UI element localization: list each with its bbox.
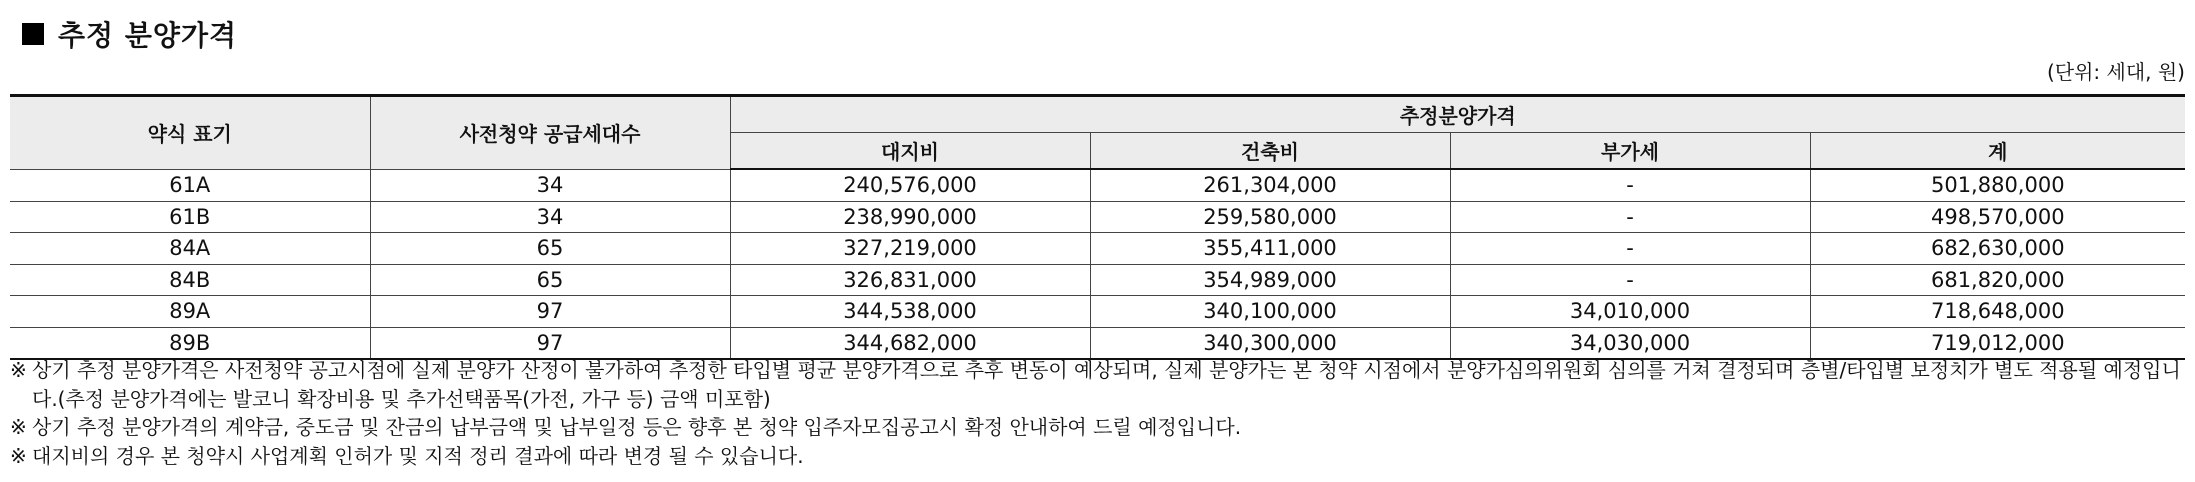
cell-total: 682,630,000 [1810,233,2185,265]
cell-units: 34 [370,201,730,233]
cell-land: 238,990,000 [730,201,1090,233]
table-row [10,201,2185,233]
table-header-row [10,96,2185,133]
cell-type: 84A [10,233,370,265]
table-row [10,169,2185,201]
cell-units: 65 [370,264,730,296]
note-text: 대지비의 경우 본 청약시 사업계획 인허가 및 지적 정리 결과에 따라 변경 될 수 있습니다. [32,443,804,468]
cell-total: 498,570,000 [1810,201,2185,233]
section-title-text: 추정 분양가격 [58,19,238,52]
cell-land: 326,831,000 [730,264,1090,296]
cell-type: 89A [10,296,370,328]
cell-type: 61A [10,169,370,201]
header-vat: 부가세 [1450,133,1810,170]
cell-total: 718,648,000 [1810,296,2185,328]
cell-building: 340,100,000 [1090,296,1450,328]
section-title [22,14,237,54]
cell-vat: 34,030,000 [1450,327,1810,359]
cell-total: 501,880,000 [1810,169,2185,201]
header-total: 계 [1810,133,2185,170]
table-row [10,327,2185,359]
unit-note: (단위: 세대, 원) [2046,60,2185,84]
note-text: 상기 추정 분양가격의 계약금, 중도금 및 잔금의 납부금액 및 납부일정 등은 향후 본 청약 입주자모집공고시 확정 안내하여 드릴 예정입니다. [32,415,1242,439]
cell-units: 65 [370,233,730,265]
cell-type: 84B [10,264,370,296]
cell-building: 261,304,000 [1090,169,1450,201]
cell-land: 344,538,000 [730,296,1090,328]
cell-total: 719,012,000 [1810,327,2185,359]
cell-total: 681,820,000 [1810,264,2185,296]
header-type: 약식 표기 [10,96,370,170]
header-land: 대지비 [730,133,1090,170]
header-units: 사전청약 공급세대수 [370,96,730,170]
price-table [10,94,2185,360]
footnote [10,413,2185,442]
note-mark: ※ [10,358,27,382]
table-row [10,264,2185,296]
cell-units: 97 [370,296,730,328]
cell-land: 240,576,000 [730,169,1090,201]
cell-building: 259,580,000 [1090,201,1450,233]
cell-vat: - [1450,264,1810,296]
header-building: 건축비 [1090,133,1450,170]
cell-vat: - [1450,169,1810,201]
note-mark: ※ [10,415,27,439]
note-text: 상기 추정 분양가격은 사전청약 공고시점에 실제 분양가 산정이 불가하여 추정한 타입별 평균 분양가격으로 추후 변동이 예상되며, 실제 분양가는 본 청약 시점에서 분양가심의위원회 심의를 거쳐 결정되며 층별/타입별 보정치가 별도 적용될 예정입니다.(추정 분양가격에는 발코니 확장비용 및 추가선택품목(가전, 가구 등) 금액 미포함) [32,358,2181,411]
cell-vat: 34,010,000 [1450,296,1810,328]
table-row [10,296,2185,328]
cell-vat: - [1450,233,1810,265]
footnote [10,356,2185,413]
cell-type: 89B [10,327,370,359]
footnote [10,442,2185,471]
cell-land: 327,219,000 [730,233,1090,265]
cell-vat: - [1450,201,1810,233]
table-row [10,233,2185,265]
cell-units: 97 [370,327,730,359]
note-mark: ※ [10,443,27,468]
cell-land: 344,682,000 [730,327,1090,359]
cell-building: 340,300,000 [1090,327,1450,359]
cell-type: 61B [10,201,370,233]
footnotes [10,356,2185,470]
header-price-group: 추정분양가격 [730,96,2185,133]
cell-units: 34 [370,169,730,201]
square-bullet-icon [22,23,44,45]
cell-building: 354,989,000 [1090,264,1450,296]
cell-building: 355,411,000 [1090,233,1450,265]
